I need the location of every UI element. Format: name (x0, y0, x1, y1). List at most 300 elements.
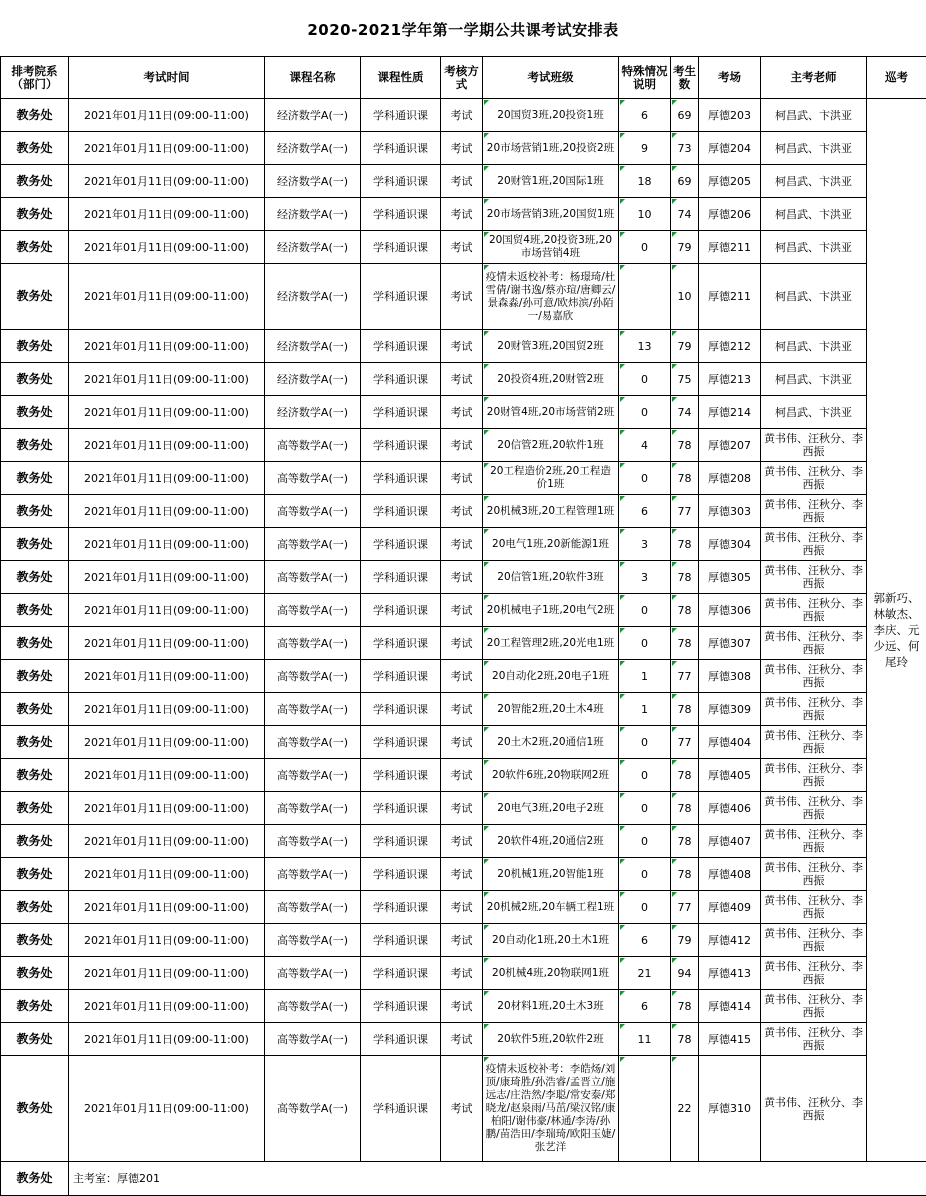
row-time-cell: 2021年01月11日(09:00-11:00) (69, 792, 265, 825)
row-nature-cell: 学科通识课 (361, 825, 441, 858)
table-row (1, 561, 926, 594)
row-nature-cell: 学科通识课 (361, 891, 441, 924)
row-course-cell: 高等数学A(一) (265, 891, 361, 924)
row-dept-cell: 教务处 (1, 429, 69, 462)
row-method-cell: 考试 (441, 660, 483, 693)
row-special-cell: 0 (619, 759, 671, 792)
row-count-cell: 78 (671, 990, 699, 1023)
row-special-cell: 0 (619, 462, 671, 495)
row-classes-cell: 20投资4班,20财管2班 (483, 363, 619, 396)
row-teacher-cell: 黄书伟、汪秋分、李西振 (761, 429, 867, 462)
row-teacher-cell: 黄书伟、汪秋分、李西振 (761, 528, 867, 561)
row-method-cell: 考试 (441, 990, 483, 1023)
row-teacher-cell: 黄书伟、汪秋分、李西振 (761, 825, 867, 858)
row-room-cell: 厚德203 (699, 99, 761, 132)
row-course-cell: 高等数学A(一) (265, 462, 361, 495)
row-count-cell: 74 (671, 396, 699, 429)
row-course-cell: 经济数学A(一) (265, 363, 361, 396)
table-row (1, 924, 926, 957)
header-nature: 课程性质 (361, 57, 441, 99)
row-classes-cell: 20材料1班,20土木3班 (483, 990, 619, 1023)
header-method: 考核方式 (441, 57, 483, 99)
row-classes-cell: 20财管1班,20国际1班 (483, 165, 619, 198)
row-count-cell: 78 (671, 594, 699, 627)
page-title: 2020-2021学年第一学期公共课考试安排表 (0, 0, 926, 56)
row-nature-cell: 学科通识课 (361, 132, 441, 165)
row-room-cell: 厚德206 (699, 198, 761, 231)
row-room-cell: 厚德413 (699, 957, 761, 990)
row-room-cell: 厚德308 (699, 660, 761, 693)
table-row (1, 594, 926, 627)
table-row (1, 330, 926, 363)
row-teacher-cell: 黄书伟、汪秋分、李西振 (761, 726, 867, 759)
row-dept-cell: 教务处 (1, 363, 69, 396)
row-count-cell: 78 (671, 693, 699, 726)
row-dept-cell: 教务处 (1, 231, 69, 264)
header-count: 考生数 (671, 57, 699, 99)
row-nature-cell: 学科通识课 (361, 264, 441, 330)
row-nature-cell: 学科通识课 (361, 330, 441, 363)
row-time-cell: 2021年01月11日(09:00-11:00) (69, 759, 265, 792)
row-method-cell: 考试 (441, 132, 483, 165)
row-special-cell: 9 (619, 132, 671, 165)
row-teacher-cell: 黄书伟、汪秋分、李西振 (761, 891, 867, 924)
row-room-cell: 厚德211 (699, 264, 761, 330)
row-count-cell: 69 (671, 99, 699, 132)
row-method-cell: 考试 (441, 462, 483, 495)
row-teacher-cell: 黄书伟、汪秋分、李西振 (761, 1056, 867, 1162)
row-course-cell: 高等数学A(一) (265, 957, 361, 990)
row-time-cell: 2021年01月11日(09:00-11:00) (69, 165, 265, 198)
row-teacher-cell: 黄书伟、汪秋分、李西振 (761, 924, 867, 957)
row-classes-cell: 20机械2班,20车辆工程1班 (483, 891, 619, 924)
row-nature-cell: 学科通识课 (361, 561, 441, 594)
row-room-cell: 厚德211 (699, 231, 761, 264)
row-nature-cell: 学科通识课 (361, 528, 441, 561)
row-method-cell: 考试 (441, 792, 483, 825)
row-time-cell: 2021年01月11日(09:00-11:00) (69, 825, 265, 858)
header-classes: 考试班级 (483, 57, 619, 99)
row-method-cell: 考试 (441, 198, 483, 231)
row-method-cell: 考试 (441, 924, 483, 957)
row-method-cell: 考试 (441, 363, 483, 396)
row-special-cell: 0 (619, 363, 671, 396)
row-count-cell: 69 (671, 165, 699, 198)
row-method-cell: 考试 (441, 165, 483, 198)
row-course-cell: 高等数学A(一) (265, 858, 361, 891)
row-special-cell: 0 (619, 396, 671, 429)
row-method-cell: 考试 (441, 825, 483, 858)
row-room-cell: 厚德205 (699, 165, 761, 198)
row-time-cell: 2021年01月11日(09:00-11:00) (69, 891, 265, 924)
row-room-cell: 厚德303 (699, 495, 761, 528)
row-time-cell: 2021年01月11日(09:00-11:00) (69, 1056, 265, 1162)
row-course-cell: 高等数学A(一) (265, 792, 361, 825)
row-nature-cell: 学科通识课 (361, 627, 441, 660)
row-nature-cell: 学科通识课 (361, 396, 441, 429)
row-dept-cell: 教务处 (1, 858, 69, 891)
header-time: 考试时间 (69, 57, 265, 99)
row-room-cell: 厚德214 (699, 396, 761, 429)
row-count-cell: 79 (671, 924, 699, 957)
row-special-cell: 6 (619, 99, 671, 132)
row-nature-cell: 学科通识课 (361, 990, 441, 1023)
row-dept-cell: 教务处 (1, 198, 69, 231)
row-method-cell: 考试 (441, 99, 483, 132)
row-special-cell: 6 (619, 924, 671, 957)
table-row (1, 858, 926, 891)
row-method-cell: 考试 (441, 561, 483, 594)
row-classes-cell: 20软件5班,20软件2班 (483, 1023, 619, 1056)
row-time-cell: 2021年01月11日(09:00-11:00) (69, 990, 265, 1023)
table-row (1, 165, 926, 198)
row-room-cell: 厚德406 (699, 792, 761, 825)
row-time-cell: 2021年01月11日(09:00-11:00) (69, 858, 265, 891)
row-classes-cell: 20电气3班,20电子2班 (483, 792, 619, 825)
row-count-cell: 78 (671, 561, 699, 594)
row-count-cell: 78 (671, 759, 699, 792)
row-dept-cell: 教务处 (1, 660, 69, 693)
row-dept-cell: 教务处 (1, 462, 69, 495)
row-dept-cell: 教务处 (1, 957, 69, 990)
row-dept-cell: 教务处 (1, 594, 69, 627)
table-row (1, 1023, 926, 1056)
row-dept-cell: 教务处 (1, 528, 69, 561)
row-method-cell: 考试 (441, 957, 483, 990)
row-time-cell: 2021年01月11日(09:00-11:00) (69, 957, 265, 990)
row-classes-cell: 20工程造价2班,20工程造价1班 (483, 462, 619, 495)
row-dept-cell: 教务处 (1, 1023, 69, 1056)
row-dept-cell: 教务处 (1, 627, 69, 660)
row-dept-cell: 教务处 (1, 924, 69, 957)
row-room-cell: 厚德407 (699, 825, 761, 858)
row-count-cell: 78 (671, 858, 699, 891)
row-room-cell: 厚德310 (699, 1056, 761, 1162)
row-special-cell: 1 (619, 660, 671, 693)
row-classes-cell: 20国贸3班,20投资1班 (483, 99, 619, 132)
row-time-cell: 2021年01月11日(09:00-11:00) (69, 363, 265, 396)
row-course-cell: 经济数学A(一) (265, 132, 361, 165)
row-course-cell: 经济数学A(一) (265, 198, 361, 231)
header-course: 课程名称 (265, 57, 361, 99)
row-room-cell: 厚德305 (699, 561, 761, 594)
row-count-cell: 22 (671, 1056, 699, 1162)
row-teacher-cell: 黄书伟、汪秋分、李西振 (761, 660, 867, 693)
row-course-cell: 经济数学A(一) (265, 264, 361, 330)
row-special-cell: 6 (619, 990, 671, 1023)
row-teacher-cell: 黄书伟、汪秋分、李西振 (761, 858, 867, 891)
row-classes-cell: 20机械电子1班,20电气2班 (483, 594, 619, 627)
row-teacher-cell: 柯昌武、卞洪亚 (761, 132, 867, 165)
row-nature-cell: 学科通识课 (361, 1023, 441, 1056)
row-special-cell: 0 (619, 231, 671, 264)
row-room-cell: 厚德207 (699, 429, 761, 462)
table-row (1, 99, 926, 132)
row-room-cell: 厚德405 (699, 759, 761, 792)
row-room-cell: 厚德404 (699, 726, 761, 759)
row-room-cell: 厚德307 (699, 627, 761, 660)
row-room-cell: 厚德408 (699, 858, 761, 891)
row-count-cell: 77 (671, 726, 699, 759)
row-classes-cell: 20智能2班,20土木4班 (483, 693, 619, 726)
row-course-cell: 高等数学A(一) (265, 429, 361, 462)
row-special-cell: 0 (619, 726, 671, 759)
row-teacher-cell: 柯昌武、卞洪亚 (761, 330, 867, 363)
row-teacher-cell: 黄书伟、汪秋分、李西振 (761, 462, 867, 495)
row-method-cell: 考试 (441, 759, 483, 792)
row-time-cell: 2021年01月11日(09:00-11:00) (69, 429, 265, 462)
row-teacher-cell: 黄书伟、汪秋分、李西振 (761, 693, 867, 726)
row-nature-cell: 学科通识课 (361, 1056, 441, 1162)
row-nature-cell: 学科通识课 (361, 693, 441, 726)
row-teacher-cell: 柯昌武、卞洪亚 (761, 363, 867, 396)
row-room-cell: 厚德304 (699, 528, 761, 561)
row-teacher-cell: 黄书伟、汪秋分、李西振 (761, 990, 867, 1023)
row-room-cell: 厚德212 (699, 330, 761, 363)
table-row (1, 627, 926, 660)
row-classes-cell: 20自动化1班,20土木1班 (483, 924, 619, 957)
row-dept-cell: 教务处 (1, 495, 69, 528)
row-room-cell: 厚德306 (699, 594, 761, 627)
header-special: 特殊情况说明 (619, 57, 671, 99)
row-time-cell: 2021年01月11日(09:00-11:00) (69, 495, 265, 528)
row-method-cell: 考试 (441, 891, 483, 924)
row-teacher-cell: 黄书伟、汪秋分、李西振 (761, 627, 867, 660)
row-dept-cell: 教务处 (1, 990, 69, 1023)
row-classes-cell: 20市场营销3班,20国贸1班 (483, 198, 619, 231)
row-special-cell: 21 (619, 957, 671, 990)
exam-table (0, 56, 926, 1196)
row-count-cell: 78 (671, 792, 699, 825)
row-course-cell: 高等数学A(一) (265, 825, 361, 858)
header-dept: 排考院系（部门） (1, 57, 69, 99)
row-course-cell: 高等数学A(一) (265, 693, 361, 726)
row-nature-cell: 学科通识课 (361, 660, 441, 693)
row-nature-cell: 学科通识课 (361, 198, 441, 231)
row-course-cell: 高等数学A(一) (265, 495, 361, 528)
row-time-cell: 2021年01月11日(09:00-11:00) (69, 462, 265, 495)
row-dept-cell: 教务处 (1, 330, 69, 363)
row-room-cell: 厚德409 (699, 891, 761, 924)
row-dept-cell: 教务处 (1, 264, 69, 330)
table-row (1, 429, 926, 462)
footer-dept: 教务处 (1, 1162, 69, 1196)
row-dept-cell: 教务处 (1, 759, 69, 792)
table-row (1, 198, 926, 231)
header-patrol: 巡考 (867, 57, 926, 99)
row-special-cell: 0 (619, 594, 671, 627)
table-row (1, 990, 926, 1023)
table-row (1, 1056, 926, 1162)
table-row (1, 792, 926, 825)
table-row (1, 132, 926, 165)
row-time-cell: 2021年01月11日(09:00-11:00) (69, 99, 265, 132)
row-course-cell: 经济数学A(一) (265, 99, 361, 132)
row-method-cell: 考试 (441, 1023, 483, 1056)
row-teacher-cell: 黄书伟、汪秋分、李西振 (761, 561, 867, 594)
row-dept-cell: 教务处 (1, 561, 69, 594)
row-classes-cell: 20国贸4班,20投资3班,20市场营销4班 (483, 231, 619, 264)
row-method-cell: 考试 (441, 264, 483, 330)
row-classes-cell: 20机械1班,20智能1班 (483, 858, 619, 891)
row-classes-cell: 20市场营销1班,20投资2班 (483, 132, 619, 165)
row-count-cell: 75 (671, 363, 699, 396)
row-room-cell: 厚德213 (699, 363, 761, 396)
row-special-cell (619, 1056, 671, 1162)
row-count-cell: 78 (671, 528, 699, 561)
table-body (1, 99, 926, 1196)
row-time-cell: 2021年01月11日(09:00-11:00) (69, 561, 265, 594)
footer-note: 主考室：厚德201 (69, 1162, 926, 1196)
row-course-cell: 经济数学A(一) (265, 231, 361, 264)
row-method-cell: 考试 (441, 726, 483, 759)
row-method-cell: 考试 (441, 429, 483, 462)
row-course-cell: 高等数学A(一) (265, 924, 361, 957)
row-method-cell: 考试 (441, 396, 483, 429)
row-classes-cell: 疫情未返校补考：李皓炀/刘顶/康琦胜/孙浩睿/孟晋立/施远志/庄浩然/李聪/常安泰/郑晓龙/赵泉雨/马茁/梁汉铭/康柏阳/谢伟豪/林通/李涛/孙鹏/苗浩田/李瑞琦/欧阳玉婕/张艺洋 (483, 1056, 619, 1162)
row-nature-cell: 学科通识课 (361, 759, 441, 792)
row-count-cell: 10 (671, 264, 699, 330)
table-row (1, 957, 926, 990)
header-teacher: 主考老师 (761, 57, 867, 99)
row-classes-cell: 20机械4班,20物联网1班 (483, 957, 619, 990)
row-special-cell: 10 (619, 198, 671, 231)
row-classes-cell: 20信管1班,20软件3班 (483, 561, 619, 594)
row-nature-cell: 学科通识课 (361, 858, 441, 891)
row-classes-cell: 20财管3班,20国贸2班 (483, 330, 619, 363)
row-method-cell: 考试 (441, 858, 483, 891)
row-time-cell: 2021年01月11日(09:00-11:00) (69, 660, 265, 693)
row-nature-cell: 学科通识课 (361, 594, 441, 627)
row-classes-cell: 20软件6班,20物联网2班 (483, 759, 619, 792)
row-course-cell: 高等数学A(一) (265, 594, 361, 627)
row-method-cell: 考试 (441, 693, 483, 726)
row-teacher-cell: 黄书伟、汪秋分、李西振 (761, 759, 867, 792)
row-room-cell: 厚德414 (699, 990, 761, 1023)
row-special-cell: 18 (619, 165, 671, 198)
row-nature-cell: 学科通识课 (361, 792, 441, 825)
row-special-cell (619, 264, 671, 330)
row-room-cell: 厚德412 (699, 924, 761, 957)
row-course-cell: 高等数学A(一) (265, 759, 361, 792)
row-classes-cell: 20软件4班,20通信2班 (483, 825, 619, 858)
row-classes-cell: 20自动化2班,20电子1班 (483, 660, 619, 693)
row-special-cell: 4 (619, 429, 671, 462)
row-nature-cell: 学科通识课 (361, 462, 441, 495)
row-dept-cell: 教务处 (1, 132, 69, 165)
row-count-cell: 78 (671, 1023, 699, 1056)
row-count-cell: 77 (671, 660, 699, 693)
row-count-cell: 79 (671, 231, 699, 264)
row-special-cell: 3 (619, 528, 671, 561)
row-teacher-cell: 黄书伟、汪秋分、李西振 (761, 792, 867, 825)
header-row (1, 57, 926, 99)
row-classes-cell: 20信管2班,20软件1班 (483, 429, 619, 462)
row-special-cell: 0 (619, 792, 671, 825)
row-time-cell: 2021年01月11日(09:00-11:00) (69, 231, 265, 264)
row-nature-cell: 学科通识课 (361, 495, 441, 528)
table-row (1, 396, 926, 429)
row-teacher-cell: 黄书伟、汪秋分、李西振 (761, 594, 867, 627)
row-count-cell: 78 (671, 825, 699, 858)
row-special-cell: 6 (619, 495, 671, 528)
row-nature-cell: 学科通识课 (361, 363, 441, 396)
row-teacher-cell: 柯昌武、卞洪亚 (761, 396, 867, 429)
row-count-cell: 78 (671, 627, 699, 660)
row-classes-cell: 20财管4班,20市场营销2班 (483, 396, 619, 429)
row-dept-cell: 教务处 (1, 1056, 69, 1162)
row-classes-cell: 20工程管理2班,20光电1班 (483, 627, 619, 660)
row-teacher-cell: 柯昌武、卞洪亚 (761, 165, 867, 198)
table-row (1, 693, 926, 726)
row-teacher-cell: 黄书伟、汪秋分、李西振 (761, 957, 867, 990)
patrol-cell: 郭新巧、林敏杰、李庆、元少远、何尾玲 (867, 99, 926, 1162)
table-row (1, 528, 926, 561)
row-course-cell: 高等数学A(一) (265, 1023, 361, 1056)
row-count-cell: 78 (671, 462, 699, 495)
table-row (1, 759, 926, 792)
header-room: 考场 (699, 57, 761, 99)
table-row (1, 825, 926, 858)
row-time-cell: 2021年01月11日(09:00-11:00) (69, 198, 265, 231)
row-course-cell: 经济数学A(一) (265, 396, 361, 429)
row-dept-cell: 教务处 (1, 165, 69, 198)
row-dept-cell: 教务处 (1, 792, 69, 825)
row-count-cell: 79 (671, 330, 699, 363)
table-row (1, 462, 926, 495)
row-time-cell: 2021年01月11日(09:00-11:00) (69, 528, 265, 561)
row-time-cell: 2021年01月11日(09:00-11:00) (69, 726, 265, 759)
row-time-cell: 2021年01月11日(09:00-11:00) (69, 396, 265, 429)
table-row (1, 891, 926, 924)
row-method-cell: 考试 (441, 330, 483, 363)
row-course-cell: 高等数学A(一) (265, 528, 361, 561)
row-dept-cell: 教务处 (1, 726, 69, 759)
row-classes-cell: 20土木2班,20通信1班 (483, 726, 619, 759)
row-time-cell: 2021年01月11日(09:00-11:00) (69, 594, 265, 627)
row-special-cell: 1 (619, 693, 671, 726)
row-time-cell: 2021年01月11日(09:00-11:00) (69, 693, 265, 726)
row-classes-cell: 疫情未返校补考：杨璟琦/杜雪倩/谢书逸/蔡亦瑄/唐卿云/景森淼/孙可意/欧炜滨/孙陌一/易嘉欣 (483, 264, 619, 330)
row-special-cell: 0 (619, 825, 671, 858)
row-classes-cell: 20电气1班,20新能源1班 (483, 528, 619, 561)
row-count-cell: 73 (671, 132, 699, 165)
row-nature-cell: 学科通识课 (361, 726, 441, 759)
row-nature-cell: 学科通识课 (361, 231, 441, 264)
row-method-cell: 考试 (441, 528, 483, 561)
row-method-cell: 考试 (441, 231, 483, 264)
row-dept-cell: 教务处 (1, 396, 69, 429)
row-nature-cell: 学科通识课 (361, 99, 441, 132)
row-dept-cell: 教务处 (1, 99, 69, 132)
row-method-cell: 考试 (441, 495, 483, 528)
row-teacher-cell: 黄书伟、汪秋分、李西振 (761, 495, 867, 528)
row-special-cell: 0 (619, 858, 671, 891)
row-special-cell: 0 (619, 627, 671, 660)
row-dept-cell: 教务处 (1, 693, 69, 726)
row-course-cell: 高等数学A(一) (265, 561, 361, 594)
row-method-cell: 考试 (441, 594, 483, 627)
row-special-cell: 3 (619, 561, 671, 594)
row-time-cell: 2021年01月11日(09:00-11:00) (69, 924, 265, 957)
table-row (1, 726, 926, 759)
row-count-cell: 94 (671, 957, 699, 990)
row-teacher-cell: 黄书伟、汪秋分、李西振 (761, 1023, 867, 1056)
row-room-cell: 厚德415 (699, 1023, 761, 1056)
row-course-cell: 经济数学A(一) (265, 330, 361, 363)
row-time-cell: 2021年01月11日(09:00-11:00) (69, 1023, 265, 1056)
row-special-cell: 13 (619, 330, 671, 363)
